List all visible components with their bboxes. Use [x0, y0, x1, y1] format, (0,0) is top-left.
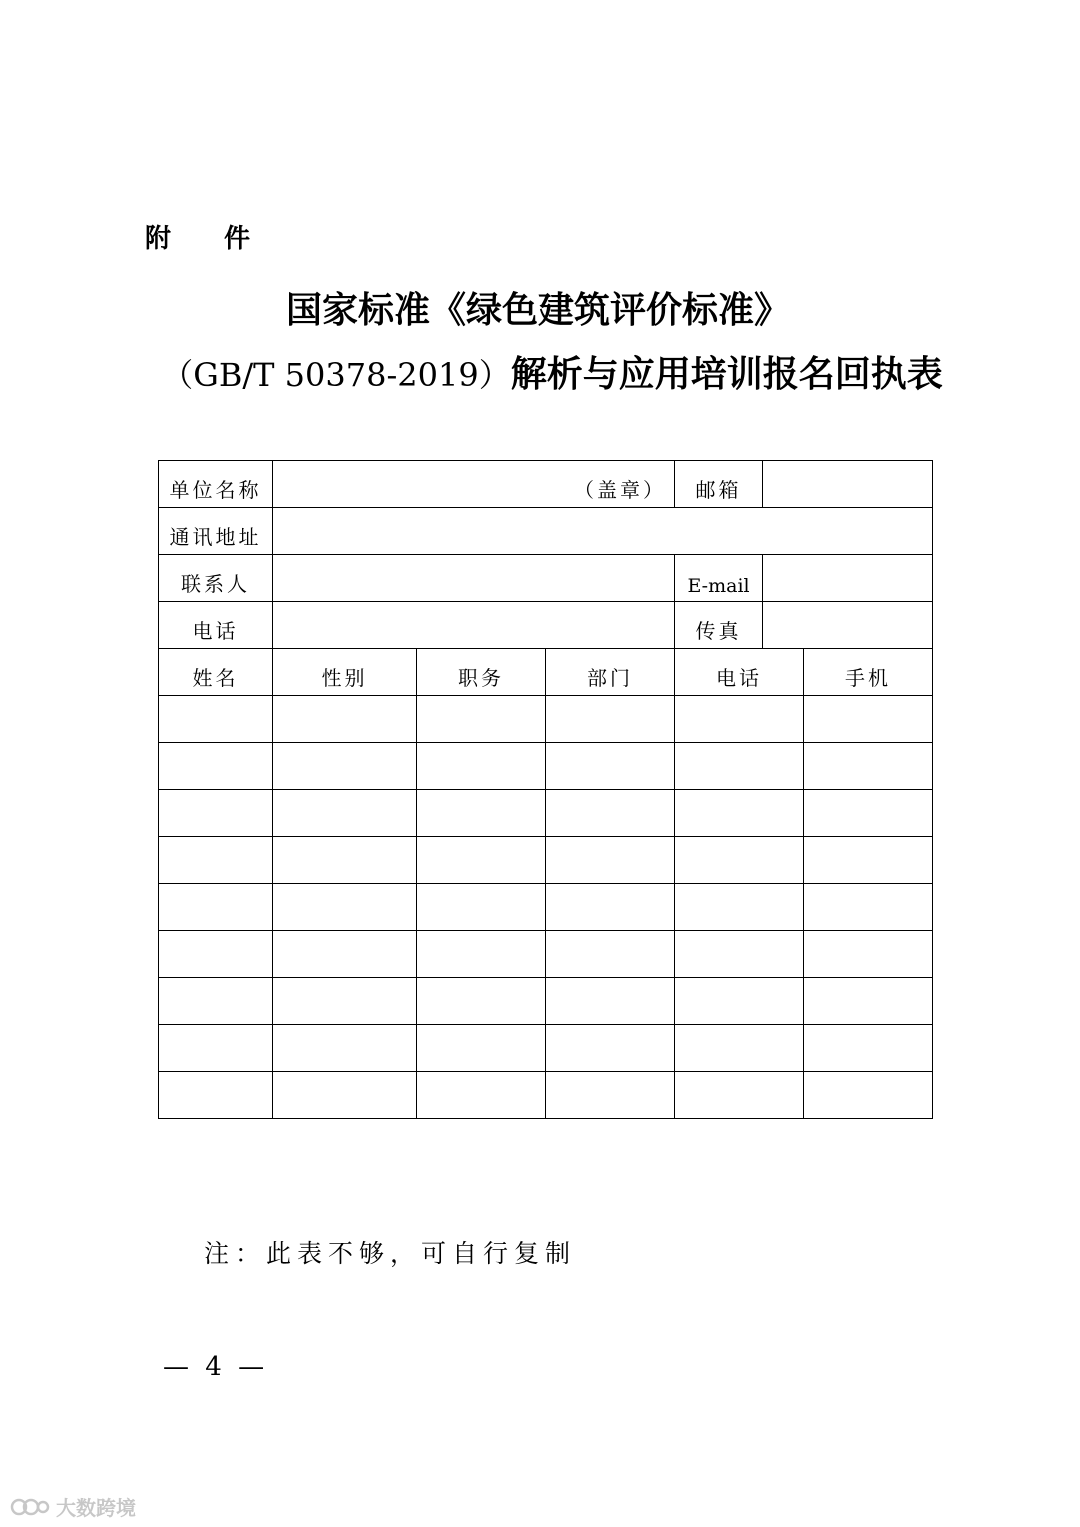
cell-position[interactable] [417, 884, 546, 931]
cell-name[interactable] [159, 837, 273, 884]
unit-name-row [159, 461, 933, 508]
cell-phone[interactable] [675, 884, 804, 931]
registration-form-table [158, 460, 933, 1119]
table-row [159, 743, 933, 790]
address-row [159, 508, 933, 555]
fax-label: 传真 [675, 602, 763, 649]
cell-mobile[interactable] [804, 978, 933, 1025]
cell-mobile[interactable] [804, 743, 933, 790]
cell-phone[interactable] [675, 1025, 804, 1072]
cell-department[interactable] [546, 1072, 675, 1119]
cell-name[interactable] [159, 743, 273, 790]
table-row [159, 837, 933, 884]
table-row [159, 978, 933, 1025]
phone-fax-row [159, 602, 933, 649]
phone-field[interactable] [273, 602, 675, 649]
cell-name[interactable] [159, 696, 273, 743]
cell-phone[interactable] [675, 1072, 804, 1119]
table-row [159, 884, 933, 931]
watermark-logo-icon [10, 1495, 50, 1519]
cell-name[interactable] [159, 790, 273, 837]
title-line-2 [12, 346, 1080, 397]
cell-gender[interactable] [273, 1072, 417, 1119]
cell-position[interactable] [417, 790, 546, 837]
column-header-name: 姓名 [159, 649, 273, 696]
unit-name-label: 单位名称 [159, 461, 273, 508]
cell-gender[interactable] [273, 931, 417, 978]
cell-gender[interactable] [273, 837, 417, 884]
cell-gender[interactable] [273, 884, 417, 931]
cell-mobile[interactable] [804, 884, 933, 931]
postcode-field[interactable] [763, 461, 933, 508]
cell-phone[interactable] [675, 696, 804, 743]
cell-phone[interactable] [675, 790, 804, 837]
column-header-phone: 电话 [675, 649, 804, 696]
cell-gender[interactable] [273, 1025, 417, 1072]
cell-name[interactable] [159, 931, 273, 978]
cell-mobile[interactable] [804, 931, 933, 978]
cell-position[interactable] [417, 696, 546, 743]
column-header-department: 部门 [546, 649, 675, 696]
column-header-mobile: 手机 [804, 649, 933, 696]
cell-department[interactable] [546, 978, 675, 1025]
contact-label: 联系人 [159, 555, 273, 602]
standard-code: （GB/T 50378-2019） [161, 356, 511, 394]
cell-department[interactable] [546, 1025, 675, 1072]
cell-position[interactable] [417, 1072, 546, 1119]
cell-name[interactable] [159, 884, 273, 931]
cell-gender[interactable] [273, 696, 417, 743]
cell-phone[interactable] [675, 931, 804, 978]
column-header-position: 职务 [417, 649, 546, 696]
cell-department[interactable] [546, 696, 675, 743]
cell-mobile[interactable] [804, 696, 933, 743]
cell-position[interactable] [417, 1025, 546, 1072]
postcode-label: 邮箱 [675, 461, 763, 508]
cell-mobile[interactable] [804, 1072, 933, 1119]
table-row [159, 696, 933, 743]
phone-label: 电话 [159, 602, 273, 649]
email-label: E-mail [675, 555, 763, 602]
title-line-1: 国家标准《绿色建筑评价标准》 [285, 290, 790, 331]
watermark-text: 大数跨境 [56, 1496, 136, 1520]
cell-mobile[interactable] [804, 790, 933, 837]
cell-mobile[interactable] [804, 837, 933, 884]
page-number: — 4 — [163, 1352, 269, 1382]
table-row [159, 1072, 933, 1119]
address-label: 通讯地址 [159, 508, 273, 555]
title-line-2-text: 解析与应用培训报名回执表 [510, 354, 943, 395]
cell-department[interactable] [546, 884, 675, 931]
cell-position[interactable] [417, 837, 546, 884]
footnote: 注：此表不够，可自行复制 [204, 1239, 577, 1268]
attachment-label: 附 件 [145, 224, 273, 254]
cell-phone[interactable] [675, 837, 804, 884]
contact-row [159, 555, 933, 602]
seal-label: （盖章） [574, 478, 667, 502]
fax-field[interactable] [763, 602, 933, 649]
cell-department[interactable] [546, 743, 675, 790]
cell-gender[interactable] [273, 978, 417, 1025]
contact-field[interactable] [273, 555, 675, 602]
cell-department[interactable] [546, 837, 675, 884]
cell-gender[interactable] [273, 743, 417, 790]
cell-position[interactable] [417, 978, 546, 1025]
column-header-row [159, 649, 933, 696]
cell-position[interactable] [417, 931, 546, 978]
unit-name-field[interactable] [273, 461, 675, 508]
table-row [159, 790, 933, 837]
column-header-gender: 性别 [273, 649, 417, 696]
cell-name[interactable] [159, 1025, 273, 1072]
cell-name[interactable] [159, 978, 273, 1025]
table-row [159, 931, 933, 978]
cell-mobile[interactable] [804, 1025, 933, 1072]
address-field[interactable] [273, 508, 933, 555]
cell-phone[interactable] [675, 743, 804, 790]
cell-phone[interactable] [675, 978, 804, 1025]
email-field[interactable] [763, 555, 933, 602]
cell-gender[interactable] [273, 790, 417, 837]
table-row [159, 1025, 933, 1072]
cell-position[interactable] [417, 743, 546, 790]
cell-department[interactable] [546, 790, 675, 837]
watermark [10, 1492, 136, 1521]
cell-name[interactable] [159, 1072, 273, 1119]
cell-department[interactable] [546, 931, 675, 978]
